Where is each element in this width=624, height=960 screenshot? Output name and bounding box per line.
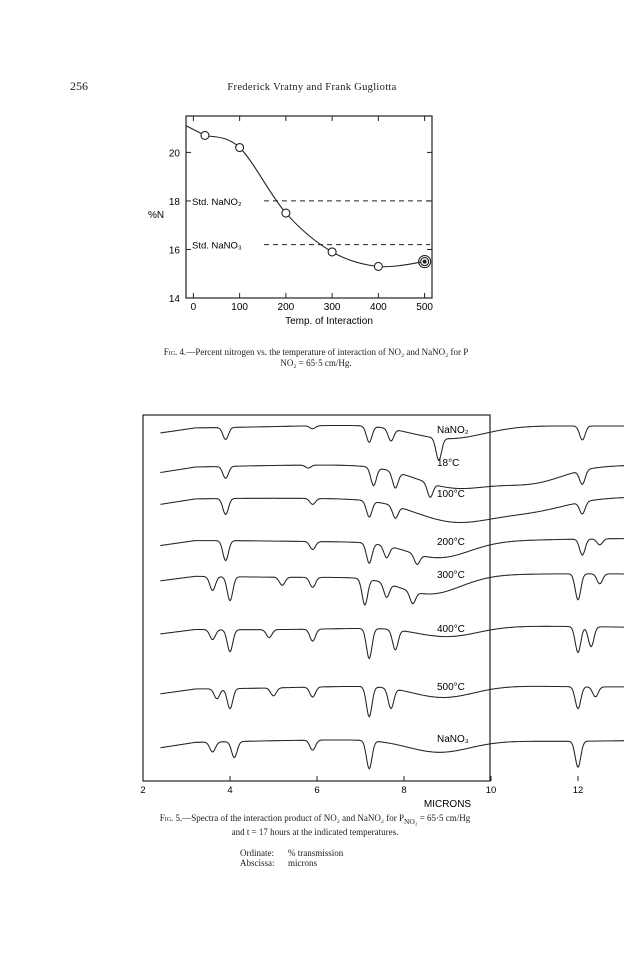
figure-5-spectrum-line [160, 425, 624, 460]
figure-5-spectrum-line [160, 739, 624, 769]
abscissa-legend [240, 858, 317, 868]
figure-5-x-tick-label: 4 [227, 785, 233, 796]
figure-4-caption-line2: NO₂ = 65·5 cm/Hg. [280, 358, 352, 368]
figure-5-x-tick-label: 2 [140, 785, 146, 796]
figure-5-frame [143, 415, 490, 781]
figure-5-chart [140, 415, 624, 810]
figure-5-caption-sub: NO₂ [404, 816, 418, 826]
figure-4-data-point-core [423, 260, 427, 264]
figure-4-data-point [328, 248, 336, 256]
figure-5-caption-text: —Spectra of the interaction product of NO₂ and NaNO₂ for P [182, 813, 405, 823]
figure-4-data-point [236, 144, 244, 152]
figure-5-caption [110, 813, 520, 838]
figure-4-data-point [201, 131, 209, 139]
figure-4-reference-label: Std. NaNO₃ [192, 240, 242, 252]
figure-5-caption-rest: = 65·5 cm/Hg [417, 813, 471, 823]
ordinate-legend [240, 848, 343, 858]
ordinate-key: Ordinate: [240, 848, 274, 858]
figure-5-series-label: 100°C [437, 489, 465, 500]
figure-4-x-tick-label: 300 [323, 302, 341, 313]
figure-4-data-point [282, 209, 290, 217]
figure-5-series-label: 400°C [437, 624, 465, 635]
figure-5-spectrum-line [160, 464, 624, 497]
abscissa-key: Abscissa: [240, 858, 275, 868]
figure-5-x-tick-label: 10 [485, 785, 497, 796]
page-number: 256 [70, 79, 88, 93]
figure-5-series-label: 200°C [437, 537, 465, 548]
figure-5-series-label: 18°C [437, 458, 460, 469]
figure-4-x-tick-label: 400 [370, 302, 387, 313]
figure-4-x-axis-label: Temp. of Interaction [285, 316, 373, 327]
figure-5-series-label: 300°C [437, 570, 465, 581]
figure-4-caption-label: Fig. 4. [163, 347, 187, 357]
figure-5-spectrum-line [160, 574, 624, 605]
figure-4-caption-text: —Percent nitrogen vs. the temperature of interaction of NO₂ and NaNO₂ for P [186, 347, 469, 357]
figure-5-caption-line2: and t = 17 hours at the indicated temperatures. [231, 826, 399, 837]
figure-5-x-tick-label: 12 [572, 785, 584, 796]
figure-5-x-tick-label: 6 [314, 785, 320, 796]
figure-4-y-tick-label: 18 [168, 196, 180, 208]
figure-4-y-axis-label: %N [148, 209, 165, 221]
figure-5-x-tick-label: 8 [401, 785, 407, 796]
figure-4-x-tick-label: 0 [190, 302, 197, 313]
figure-5-caption-label: Fig. 5. [159, 813, 183, 823]
figure-4-x-tick-label: 100 [231, 302, 248, 313]
figure-4-reference-label: Std. NaNO₂ [192, 196, 242, 208]
figure-5-spectrum-line [160, 539, 624, 565]
figure-5-spectrum-line [160, 686, 624, 716]
figure-4-data-point [374, 262, 382, 270]
figure-5-spectrum-line [160, 626, 624, 658]
figure-4-x-tick-label: 500 [416, 302, 433, 313]
figure-5-series-label: NaNO₃ [437, 734, 469, 745]
figure-4-y-tick-label: 20 [168, 148, 180, 160]
abscissa-value: microns [288, 858, 317, 868]
figure-5-series-label: 500°C [437, 682, 465, 693]
figure-4-x-tick-label: 200 [277, 302, 295, 313]
ordinate-value: % transmission [288, 848, 344, 858]
figure-5-series-label: NaNO₂ [437, 425, 469, 436]
figure-4-chart [148, 116, 433, 327]
figure-5-spectrum-line [160, 496, 624, 522]
figure-4-y-tick-label: 14 [168, 294, 180, 305]
running-head: Frederick Vratny and Frank Gugliotta [227, 82, 397, 93]
figure-4-y-tick-label: 16 [168, 245, 180, 257]
figure-5-x-axis-label: MICRONS [423, 799, 472, 810]
figure-4-caption [130, 347, 502, 369]
